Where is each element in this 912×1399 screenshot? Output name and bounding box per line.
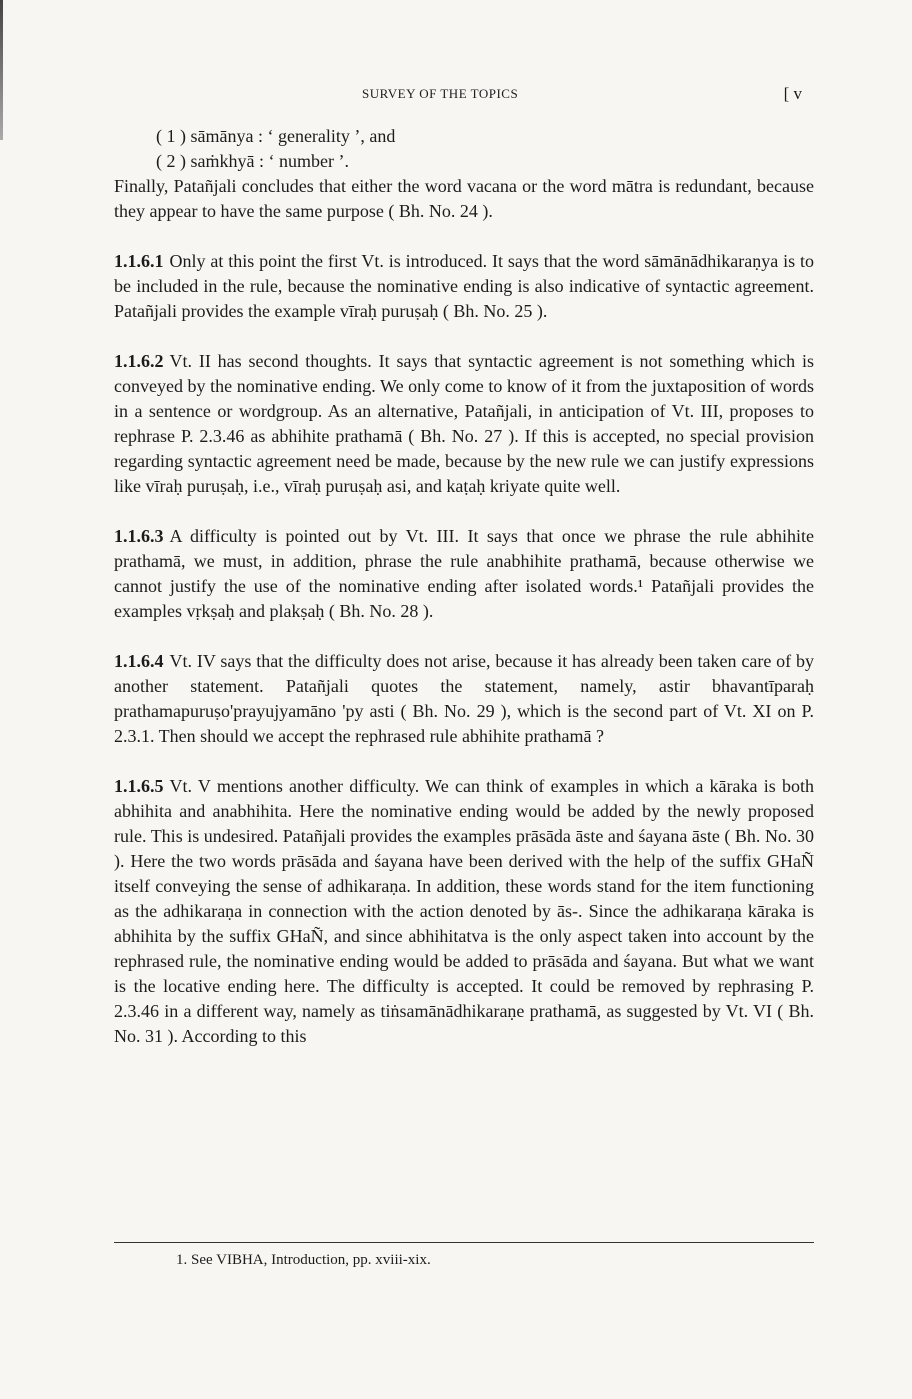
footnote: 1. See VIBHA, Introduction, pp. xviii-xix. — [176, 1252, 431, 1268]
section-1-1-6-1 — [114, 249, 814, 324]
scan-margin-mark — [0, 0, 3, 140]
list-item: ( 1 ) sāmānya : ‘ generality ’, and — [156, 126, 396, 146]
paragraph-intro: Finally, Patañjali concludes that either the word vacana or the word mātra is redundant, because they appear to have the same purpose ( Bh. No. 24 ). — [114, 176, 814, 221]
section-text: Vt. IV says that the difficulty does not arise, because it has already been taken care of by another statement. Patañjali quotes the statement, namely, astir bhavantīparaḥ prathamapuruṣo'prayujyamāno 'py asti ( Bh. No. 29 ), which is the second part of Vt. XI on P. 2.3.1. Then should we accept the rephrased rule abhihite prathamā ? — [114, 651, 814, 746]
section-1-1-6-5 — [114, 774, 814, 1049]
section-1-1-6-4 — [114, 649, 814, 749]
section-number: 1.1.6.4 — [114, 651, 164, 671]
section-text: Vt. V mentions another difficulty. We can think of examples in which a kāraka is both abhihita and anabhihita. Here the nominative ending would be added by the newly proposed rule. This is undesired. Patañjali provides the examples prāsāda āste and śayana āste ( Bh. No. 30 ). Here the two words prāsāda and śayana have been derived with the help of the suffix GHaÑ itself conveying the sense of adhikaraṇa. In addition, these words stand for the item functioning as the adhikaraṇa in connection with the action denoted by ās-. Since the adhikaraṇa kāraka is abhihita by the suffix GHaÑ, and since abhihitatva is the only aspect taken into account by the rephrased rule, the nominative ending would be added to prāsāda and śayana. But what we want is the locative ending here. The difficulty is accepted. It could be removed by rephrasing P. 2.3.46 in a different way, namely as tiṅsamānādhikaraṇe prathamā, as suggested by Vt. VI ( Bh. No. 31 ). According to this — [114, 776, 814, 1046]
section-1-1-6-2 — [114, 349, 814, 499]
section-1-1-6-3 — [114, 524, 814, 624]
section-number: 1.1.6.1 — [114, 251, 164, 271]
page-header — [112, 84, 812, 108]
page-number: [ v — [783, 84, 802, 103]
list-item: ( 2 ) saṁkhyā : ‘ number ’. — [156, 151, 349, 171]
section-number: 1.1.6.3 — [114, 526, 164, 546]
section-number: 1.1.6.5 — [114, 776, 164, 796]
section-text: A difficulty is pointed out by Vt. III. It says that once we phrase the rule abhihite prathamā, we must, in addition, phrase the rule anabhihite prathamā, because otherwise we cannot justify the use of the nominative ending after isolated words.¹ Patañjali provides the examples vṛkṣaḥ and plakṣaḥ ( Bh. No. 28 ). — [114, 526, 814, 621]
section-text: Vt. II has second thoughts. It says that syntactic agreement is not something which is conveyed by the nominative ending. We only come to know of it from the juxtaposition of words in a sentence or wordgroup. As an alternative, Patañjali, in anticipation of Vt. III, proposes to rephrase P. 2.3.46 as abhihite prathamā ( Bh. No. 27 ). If this is accepted, no special provision regarding syntactic agreement need be made, because by the new rule we can justify expressions like vīraḥ puruṣaḥ, i.e., vīraḥ puruṣaḥ asi, and kaṭaḥ kriyate quite well. — [114, 351, 814, 496]
body-text — [114, 124, 814, 1049]
section-number: 1.1.6.2 — [114, 351, 164, 371]
section-text: Only at this point the first Vt. is introduced. It says that the word sāmānādhikaraṇya is to be included in the rule, because the nominative ending is also indicative of syntactic agreement. Patañjali provides the example vīraḥ puruṣaḥ ( Bh. No. 25 ). — [114, 251, 814, 321]
footnote-divider — [114, 1242, 814, 1243]
running-head: SURVEY OF THE TOPICS — [362, 86, 519, 101]
